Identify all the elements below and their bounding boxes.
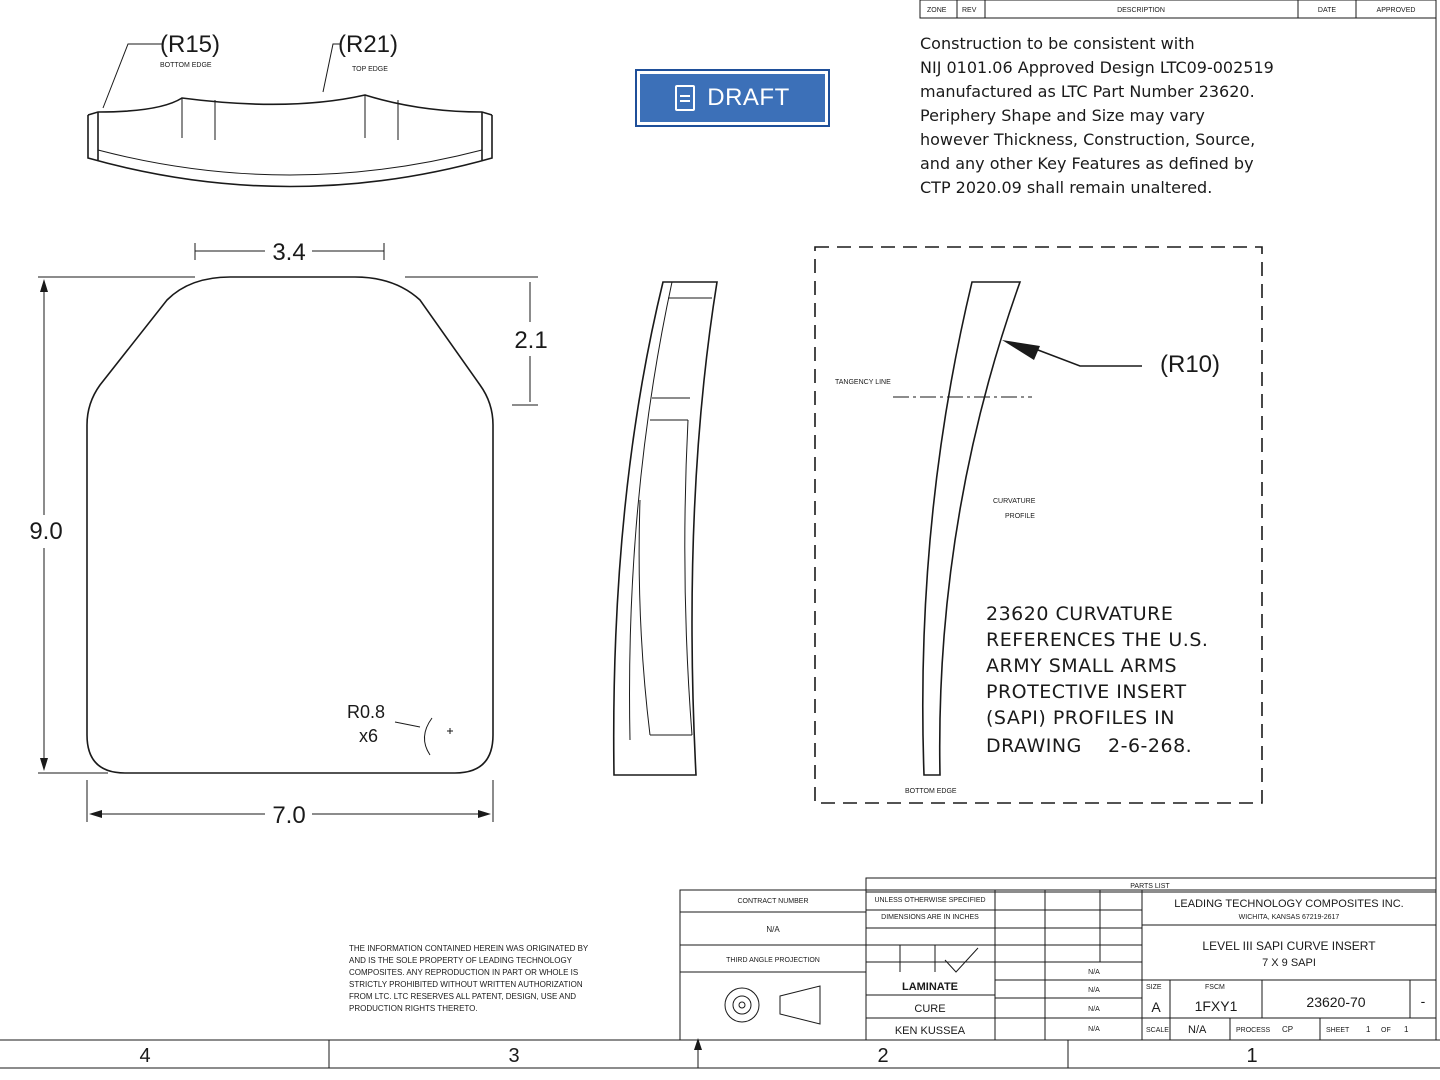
sheet-value: 1 bbox=[1366, 1025, 1371, 1034]
unless-specified-note: UNLESS OTHERWISE SPECIFIED bbox=[874, 897, 986, 904]
revision-block bbox=[920, 0, 1436, 18]
proprietary-line: COMPOSITES. ANY REPRODUCTION IN PART OR WHOLE IS bbox=[349, 968, 579, 977]
proprietary-line: STRICTLY PROHIBITED WITHOUT WRITTEN AUTHORIZATION bbox=[349, 980, 583, 989]
rev-header-zone: ZONE bbox=[927, 7, 947, 14]
top-left-caption: BOTTOM EDGE bbox=[160, 62, 212, 69]
curvature-reference-note bbox=[986, 603, 1208, 757]
rev-header-approved: APPROVED bbox=[1376, 7, 1416, 14]
proprietary-line: AND IS THE SOLE PROPERTY OF LEADING TECHNOLOGY bbox=[349, 956, 573, 965]
checkmark-icon bbox=[945, 948, 978, 972]
section-radius-label: (R10) bbox=[1160, 351, 1221, 378]
fscm-value: 1FXY1 bbox=[1194, 998, 1238, 1014]
material-value: LAMINATE bbox=[901, 981, 959, 993]
parts-list-header: PARTS LIST bbox=[1130, 883, 1170, 890]
rev-header-rev: REV bbox=[962, 7, 977, 14]
center-arrow-icon bbox=[694, 1038, 702, 1062]
process-value: CP bbox=[1282, 1025, 1294, 1034]
drawn-by-value: KEN KUSSEA bbox=[894, 1025, 966, 1037]
construction-note bbox=[920, 34, 1274, 197]
of-label: OF bbox=[1381, 1027, 1391, 1034]
fscm-label: FSCM bbox=[1205, 984, 1225, 991]
sheet-label: SHEET bbox=[1326, 1027, 1350, 1034]
process-label: PROCESS bbox=[1236, 1027, 1271, 1034]
reference-line: PROTECTIVE INSERT bbox=[986, 681, 1187, 703]
top-view bbox=[88, 44, 492, 187]
na-cell: N/A bbox=[1088, 969, 1100, 976]
finish-value: CURE bbox=[914, 1003, 946, 1015]
construction-note-line: manufactured as LTC Part Number 23620. bbox=[920, 82, 1255, 101]
reference-line: REFERENCES THE U.S. bbox=[986, 629, 1209, 651]
construction-note-line: however Thickness, Construction, Source, bbox=[920, 130, 1256, 149]
reference-line: 23620 CURVATURE bbox=[986, 603, 1174, 625]
front-view-dimensions bbox=[38, 243, 538, 822]
zone-label-2: 2 bbox=[877, 1045, 889, 1067]
dim-bottom-width: 7.0 bbox=[272, 802, 306, 829]
rev-value: - bbox=[1420, 993, 1426, 1009]
drawing-title-line-1: LEVEL III SAPI CURVE INSERT bbox=[1202, 939, 1376, 953]
construction-note-line: Construction to be consistent with bbox=[920, 34, 1195, 53]
zone-label-3: 3 bbox=[508, 1045, 520, 1067]
drawing-title-line-2: 7 X 9 SAPI bbox=[1262, 957, 1316, 969]
draft-button-label: DRAFT bbox=[707, 84, 790, 111]
dim-top-width: 3.4 bbox=[272, 239, 306, 266]
draft-button-face[interactable] bbox=[640, 74, 825, 122]
na-cell: N/A bbox=[1088, 987, 1100, 994]
document-icon bbox=[675, 85, 695, 111]
company-name: LEADING TECHNOLOGY COMPOSITES INC. bbox=[1174, 898, 1404, 910]
size-label: SIZE bbox=[1146, 984, 1162, 991]
scale-label: SCALE bbox=[1146, 1027, 1169, 1034]
projection-header: THIRD ANGLE PROJECTION bbox=[726, 957, 820, 964]
scale-value: N/A bbox=[1188, 1024, 1207, 1036]
construction-note-line: Periphery Shape and Size may vary bbox=[920, 106, 1205, 125]
na-cell: N/A bbox=[1088, 1006, 1100, 1013]
proprietary-note bbox=[349, 944, 589, 1013]
proprietary-line: PRODUCTION RIGHTS THERETO. bbox=[349, 1004, 478, 1013]
construction-note-line: NIJ 0101.06 Approved Design LTC09-002519 bbox=[920, 58, 1274, 77]
zone-label-4: 4 bbox=[139, 1045, 151, 1067]
curvature-label-1: CURVATURE bbox=[993, 498, 1036, 505]
contract-number-header: CONTRACT NUMBER bbox=[737, 898, 809, 905]
proprietary-line: FROM LTC. LTC RESERVES ALL PATENT, DESIGN, USE AND bbox=[349, 992, 577, 1001]
front-view-outline bbox=[87, 277, 493, 773]
draft-button[interactable] bbox=[635, 69, 830, 127]
dim-total-height: 9.0 bbox=[29, 518, 63, 545]
na-cell: N/A bbox=[1088, 1026, 1100, 1033]
reference-line: DRAWING 2-6-268. bbox=[986, 735, 1193, 757]
dimensions-note: DIMENSIONS ARE IN INCHES bbox=[881, 914, 979, 921]
reference-line: ARMY SMALL ARMS bbox=[986, 655, 1178, 677]
curvature-label-2: PROFILE bbox=[1005, 513, 1035, 520]
construction-note-line: CTP 2020.09 shall remain unaltered. bbox=[920, 178, 1213, 197]
zone-label-1: 1 bbox=[1246, 1045, 1258, 1067]
top-right-radius-label: (R21) bbox=[338, 31, 399, 58]
rev-header-description: DESCRIPTION bbox=[1117, 7, 1165, 14]
rev-header-date: DATE bbox=[1317, 7, 1337, 14]
section-bottom-label: BOTTOM EDGE bbox=[905, 788, 957, 795]
reference-line: (SAPI) PROFILES IN bbox=[986, 707, 1175, 729]
tangency-line-label: TANGENCY LINE bbox=[835, 379, 891, 386]
construction-note-line: and any other Key Features as defined by bbox=[920, 154, 1254, 173]
side-view bbox=[614, 282, 717, 775]
top-right-caption: TOP EDGE bbox=[352, 66, 388, 73]
corner-radius-label: R0.8 bbox=[347, 702, 386, 722]
of-value: 1 bbox=[1404, 1025, 1409, 1034]
top-left-radius-label: (R15) bbox=[160, 31, 221, 58]
drawing-number: 23620-70 bbox=[1306, 994, 1366, 1010]
proprietary-line: THE INFORMATION CONTAINED HEREIN WAS ORIGINATED BY bbox=[349, 944, 589, 953]
size-value: A bbox=[1151, 999, 1161, 1015]
corner-count-label: x6 bbox=[359, 726, 379, 746]
third-angle-projection-icon bbox=[725, 986, 820, 1024]
contract-number-value: N/A bbox=[766, 925, 780, 934]
company-address: WICHITA, KANSAS 67219-2617 bbox=[1238, 914, 1340, 921]
dim-shoulder-height: 2.1 bbox=[514, 327, 548, 354]
